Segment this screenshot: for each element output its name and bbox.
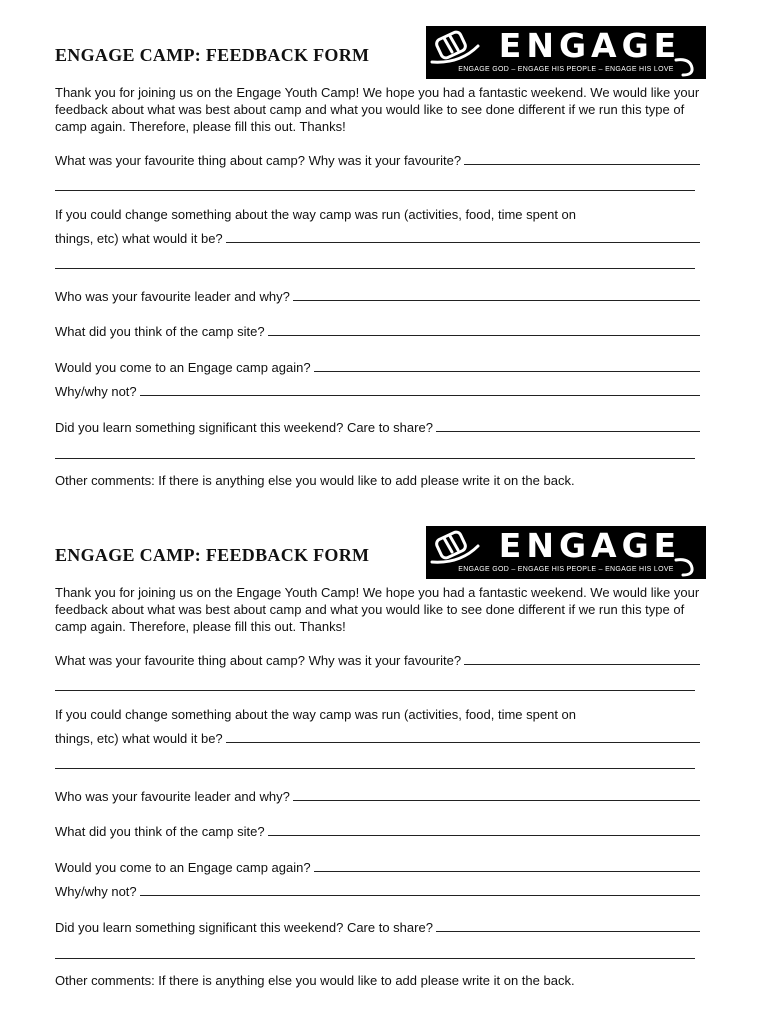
question-why-not[interactable] <box>55 383 700 400</box>
question-label: Would you come to an Engage camp again? <box>55 860 311 875</box>
other-comments: Other comments: If there is anything else you would like to add please write it on the back. <box>55 473 575 488</box>
intro-text: Thank you for joining us on the Engage Youth Camp! We hope you had a fantastic weekend. We would like your feedback about what was best about camp and what you would like to see done different if we run this type of camp again. Therefore, please fill this out. Thanks! <box>55 85 700 134</box>
form-title: ENGAGE CAMP: FEEDBACK FORM <box>55 545 370 565</box>
question-come-again[interactable] <box>55 359 700 376</box>
question-label: Did you learn something significant this weekend? Care to share? <box>55 420 433 435</box>
question-favourite-thing[interactable] <box>55 152 700 169</box>
answer-line[interactable] <box>436 419 700 432</box>
question-change-line-1 <box>55 706 700 723</box>
question-favourite-thing[interactable] <box>55 652 700 669</box>
answer-line[interactable] <box>314 359 700 372</box>
answer-line[interactable] <box>436 919 700 932</box>
answer-line[interactable] <box>55 958 695 959</box>
question-change-line-1 <box>55 206 700 223</box>
question-label: Why/why not? <box>55 384 137 399</box>
question-label: Did you learn something significant this weekend? Care to share? <box>55 920 433 935</box>
question-learned[interactable] <box>55 419 700 436</box>
answer-line[interactable] <box>226 730 700 743</box>
answer-line[interactable] <box>140 883 700 896</box>
answer-line[interactable] <box>314 859 700 872</box>
intro-text: Thank you for joining us on the Engage Youth Camp! We hope you had a fantastic weekend. We would like your feedback about what was best about camp and what you would like to see done different if we run this type of camp again. Therefore, please fill this out. Thanks! <box>55 585 700 634</box>
question-label: things, etc) what would it be? <box>55 731 223 746</box>
answer-line[interactable] <box>55 190 695 191</box>
question-come-again[interactable] <box>55 859 700 876</box>
logo-tagline: ENGAGE GOD – ENGAGE HIS PEOPLE – ENGAGE HIS LOVE <box>458 66 674 73</box>
answer-line[interactable] <box>464 652 700 665</box>
answer-line[interactable] <box>55 458 695 459</box>
answer-line[interactable] <box>268 823 700 836</box>
feedback-form-top <box>0 0 768 500</box>
feedback-form-bottom <box>0 500 768 1000</box>
question-label: If you could change something about the way camp was run (activities, food, time spent on <box>55 207 577 222</box>
answer-line[interactable] <box>226 230 700 243</box>
logo-wordmark: ENGAGE <box>498 526 682 565</box>
answer-line[interactable] <box>55 768 695 769</box>
engage-logo <box>426 526 706 579</box>
answer-line[interactable] <box>140 383 700 396</box>
question-camp-site[interactable] <box>55 823 700 840</box>
question-label: What was your favourite thing about camp? Why was it your favourite? <box>55 653 462 668</box>
logo-wordmark: ENGAGE <box>498 26 682 65</box>
question-label: What was your favourite thing about camp? Why was it your favourite? <box>55 153 462 168</box>
question-camp-site[interactable] <box>55 323 700 340</box>
question-label: Who was your favourite leader and why? <box>55 789 290 804</box>
answer-line[interactable] <box>55 268 695 269</box>
answer-line[interactable] <box>464 152 700 165</box>
question-label: things, etc) what would it be? <box>55 231 223 246</box>
question-label: What did you think of the camp site? <box>55 824 265 839</box>
question-change-line-2[interactable] <box>55 730 700 747</box>
answer-line[interactable] <box>55 690 695 691</box>
logo-tagline: ENGAGE GOD – ENGAGE HIS PEOPLE – ENGAGE HIS LOVE <box>458 566 674 573</box>
answer-line[interactable] <box>293 788 700 801</box>
question-favourite-leader[interactable] <box>55 788 700 805</box>
question-label: Who was your favourite leader and why? <box>55 289 290 304</box>
form-title: ENGAGE CAMP: FEEDBACK FORM <box>55 45 370 65</box>
question-change-line-2[interactable] <box>55 230 700 247</box>
question-label: If you could change something about the way camp was run (activities, food, time spent on <box>55 707 577 722</box>
answer-line[interactable] <box>293 288 700 301</box>
answer-line[interactable] <box>268 323 700 336</box>
question-favourite-leader[interactable] <box>55 288 700 305</box>
engage-logo <box>426 26 706 79</box>
other-comments: Other comments: If there is anything else you would like to add please write it on the back. <box>55 973 575 988</box>
question-label: What did you think of the camp site? <box>55 324 265 339</box>
question-label: Why/why not? <box>55 884 137 899</box>
question-label: Would you come to an Engage camp again? <box>55 360 311 375</box>
question-why-not[interactable] <box>55 883 700 900</box>
question-learned[interactable] <box>55 919 700 936</box>
